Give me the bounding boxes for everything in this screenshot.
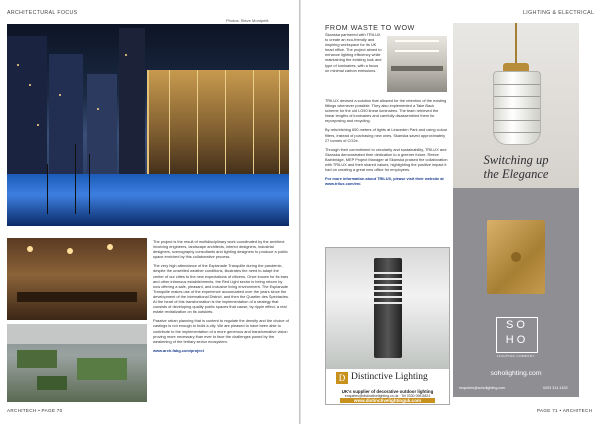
paragraph: By refurbishing 650 meters of lights at Leaveden Park and using colour filters, instead of purchasing new ones, Skanska saved approximately 27 tonnes of CO2e. — [325, 127, 448, 143]
article-body-left — [153, 239, 290, 357]
article-body-right — [325, 98, 448, 190]
article-intro — [325, 32, 383, 77]
distinctive-lighting-ad[interactable] — [325, 247, 450, 405]
office-photo — [387, 36, 447, 92]
ad-phone: 0203 314 1433 — [543, 386, 568, 390]
pendant-light-photo — [453, 23, 579, 188]
paragraph: Through their commitment to circularity and sustainability, TRILUX and Skanska demonstrated their dedication to a greener future. Reece Bainbridge, MEP Project Manager at Skanska praised the collaboration with TRILUX and their shared values, highlighting the positive impact it had on creating a great new office for employees. — [325, 146, 448, 173]
logo-letter: D — [336, 372, 348, 384]
ad-tagline: UK's supplier of decorative outdoor lighting — [341, 389, 434, 394]
soho-logo: SO HO — [496, 317, 538, 353]
page-footer: ARCHITECH • PAGE 70 — [7, 408, 63, 413]
right-page — [301, 0, 600, 424]
paragraph: The very high attendance of the Esplanade Tranquille during the pandemic, despite the unsettled weather conditions, illustrates the need to adapt the center of our cities to the new expectations of citizens. Once known for its bars and other infamous establishments, the Red Light sector is being reborn by now offering a safe, pleasant, and inclusive living environment. The Esplanade Tranquille makes use of the experience accumulated over the years since the development of the International District, and then the Quartier des Spectacles. At the heart of this transformation is the implementation of a strategy that consists of developing quality public spaces that cause, by ripple effect, a real estate revitalization on its outskirts. — [153, 263, 290, 315]
bollard-photo — [326, 248, 449, 369]
page-footer: PAGE 71 • ARCHITECH — [537, 408, 593, 413]
rooftop-night-photo — [7, 24, 289, 226]
brass-switch-photo — [487, 220, 545, 294]
paragraph: Skanska partnered with TRILUX to create an eco-friendly and inspiring workspace for its UK head office. The project aimed to enhance lighting efficiency while maintaining the existing look and type of luminaires, with a focus on minimal carbon emissions. — [325, 32, 382, 73]
logo-subtitle: LIGHTING COMPANY — [497, 354, 535, 358]
ad-email[interactable]: enquiries@soholighting.com — [459, 386, 506, 390]
paragraph: Passive urban planning that is content to regulate the density and the choice of castings is not enough to build a city. We are pleased to have been able to contribute to the implementation of a more generous and transformative vision proving more necessary than ever to face the challenges posed by the weakening of the tertiary sector ecosystem. — [153, 318, 289, 344]
brand-name: Distinctive Lighting — [351, 372, 428, 382]
section-header: LIGHTING & ELECTRICAL — [523, 10, 595, 16]
paragraph: TRILUX devised a solution that allowed for the retention of the existing fittings whenever possible. They also implemented a Take Back scheme for the old LG50 linear luminaires. The team retrieved the linear lengths of luminaires and carefully disassembled them for repurposing and recycling. — [325, 98, 447, 124]
article-title: FROM WASTE TO WOW — [325, 23, 415, 32]
ad-contact: enquiries@distinctivelighting.co.uk · Tel 0330 098 8824 — [344, 394, 431, 398]
ad-website[interactable]: soholighting.com — [490, 370, 542, 377]
paragraph: The project is the result of multidisciplinary work coordinated by the architect involving engineers, landscape architects, interior designers, industrial designers, scenography consultants and lighting designers to produce a public space enriched by this collaborative process. — [153, 239, 288, 260]
restaurant-interior-photo — [7, 238, 147, 320]
ad-website[interactable]: www.distinctivelightinguk.com — [340, 398, 435, 403]
toggle-icon — [511, 252, 521, 262]
trilux-more-info[interactable]: For more information about TRILUX, please visit their website at www.trilux.com/en/. — [325, 176, 444, 187]
soho-lighting-ad[interactable] — [453, 23, 579, 397]
ad-headline: Switching up the Elegance — [483, 153, 549, 181]
aerial-terrace-photo — [7, 324, 147, 402]
left-page — [0, 0, 299, 424]
distinctive-logo — [336, 372, 440, 386]
photo-credit: Photos: Steve Montpetit — [226, 18, 269, 23]
project-link[interactable]: www.arch-fabg.com/project — [153, 347, 204, 353]
section-header: ARCHITECTURAL FOCUS — [7, 10, 78, 16]
